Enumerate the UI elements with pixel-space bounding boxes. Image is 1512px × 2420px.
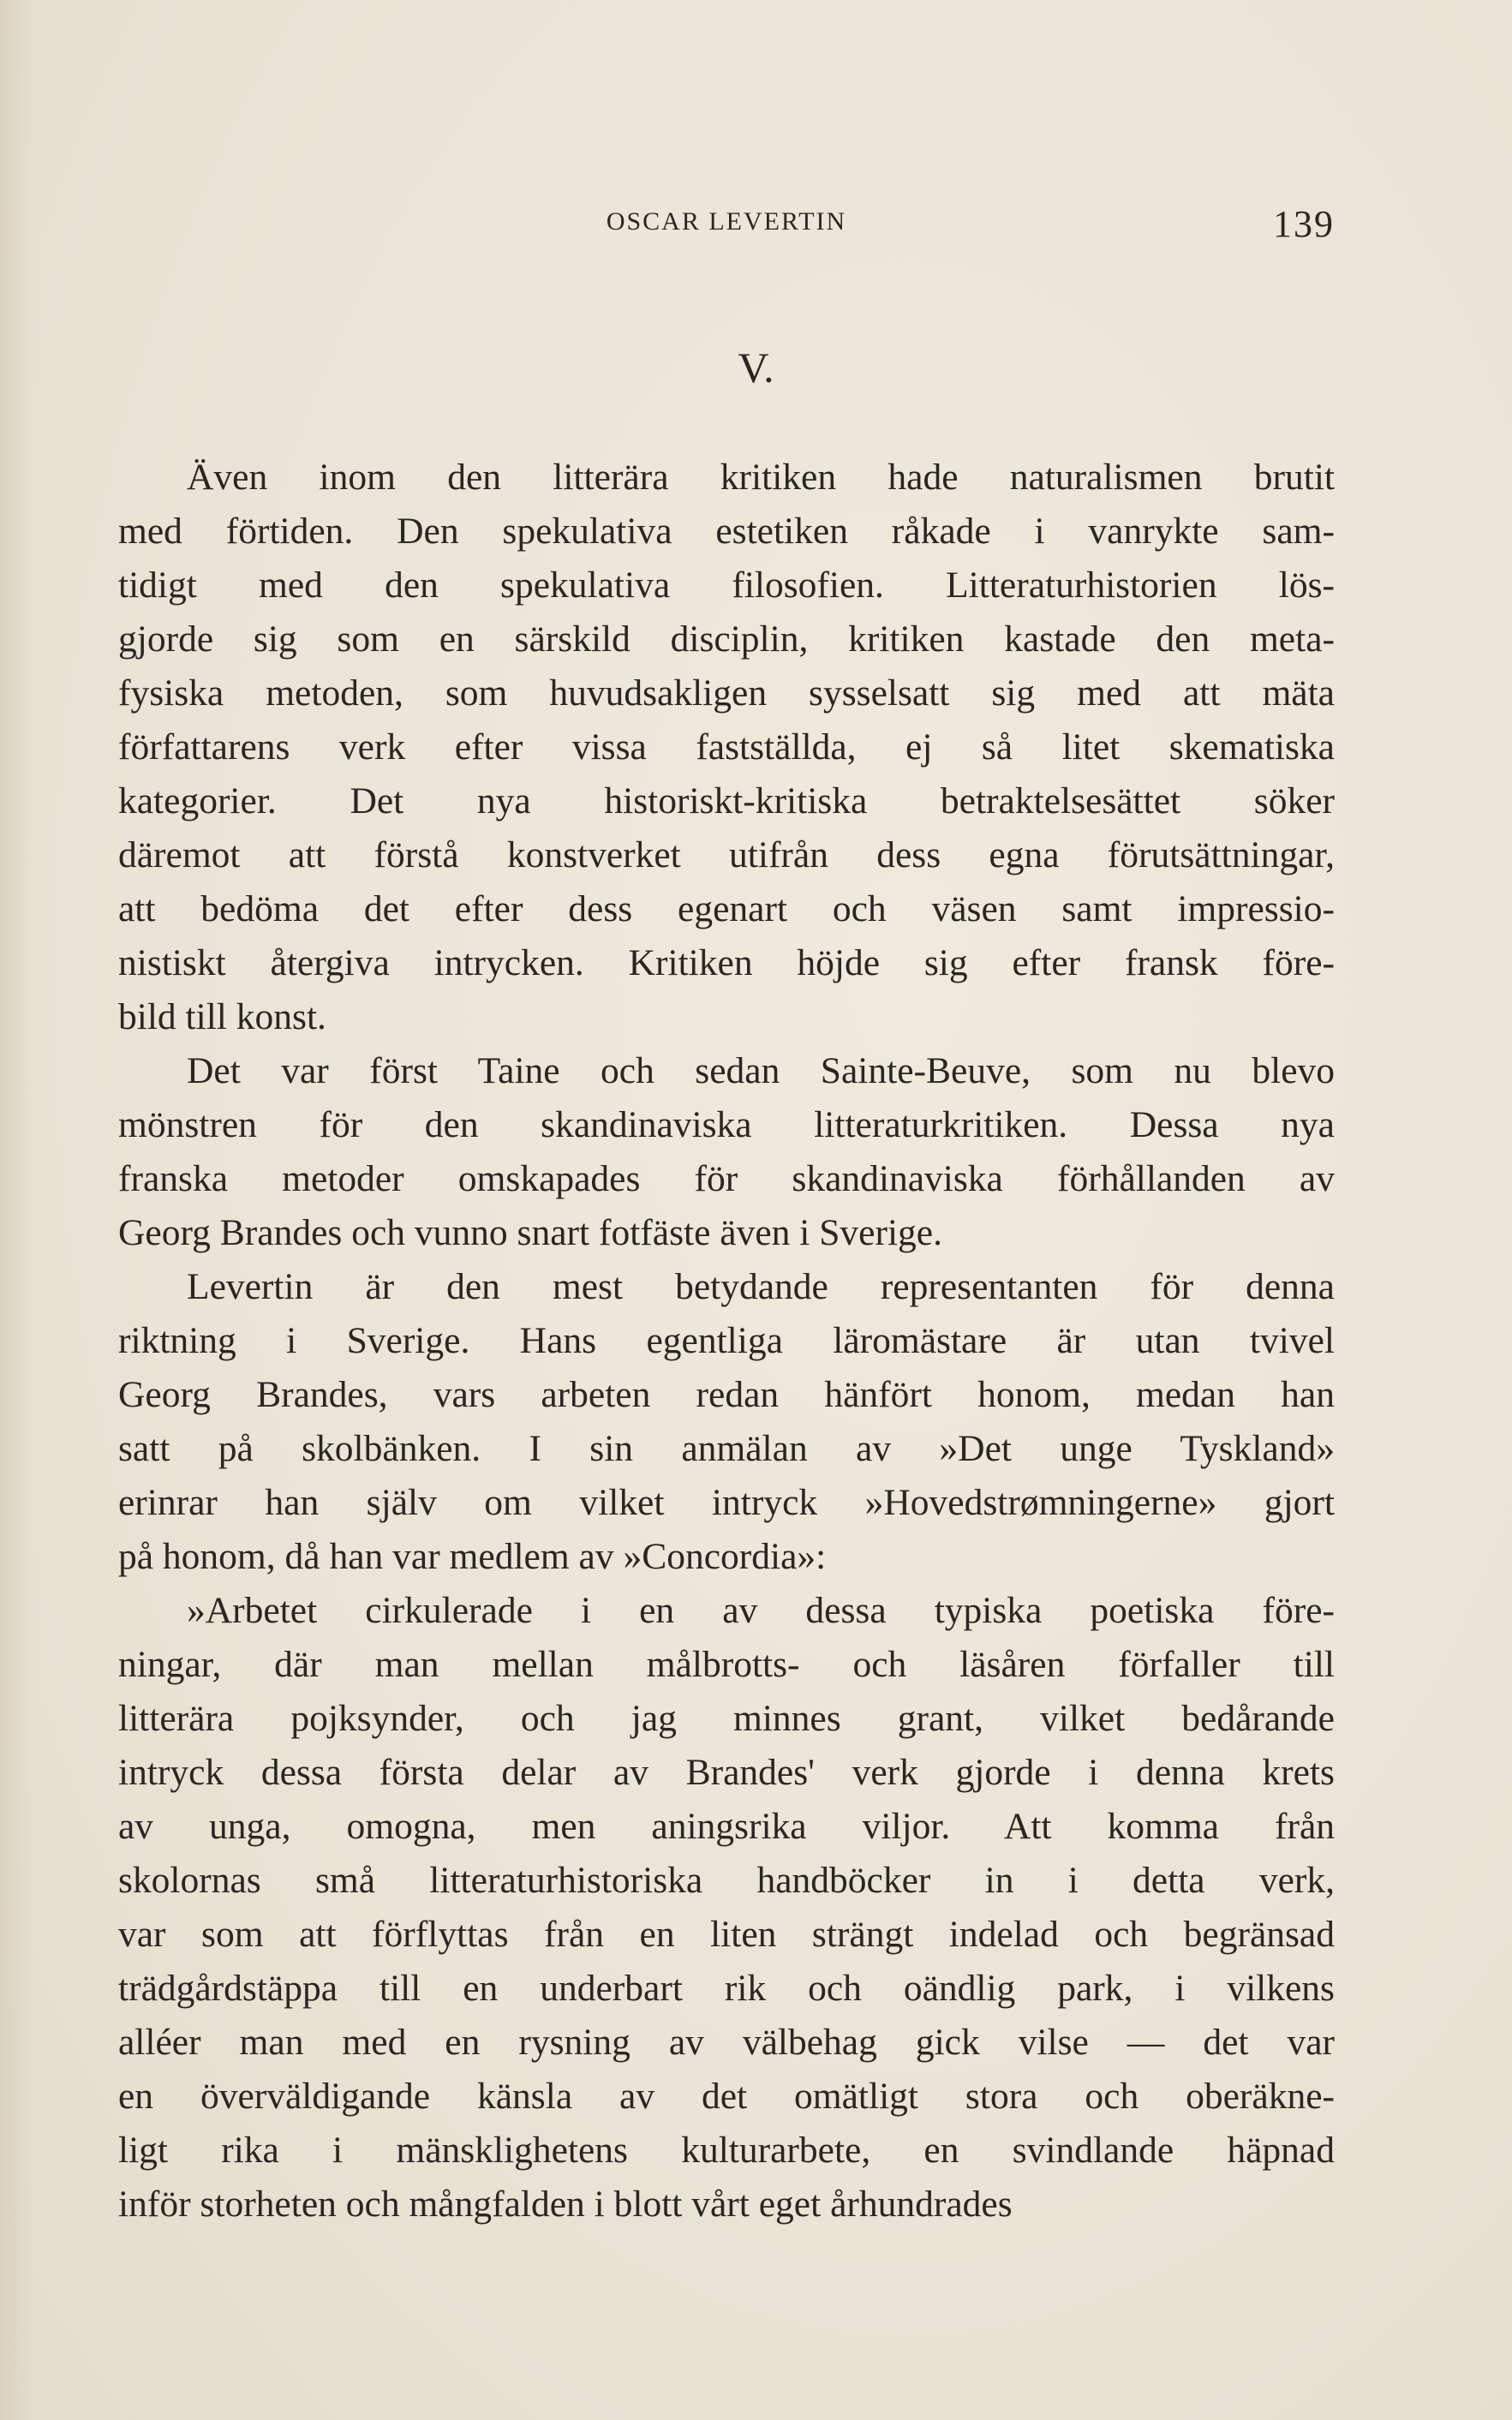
text-line: »Arbetet cirkulerade i en av dessa typiska poetiska före- xyxy=(187,1590,1335,1631)
text-line: med förtiden. Den spekulativa estetiken råkade i vanrykte sam- xyxy=(118,511,1335,552)
text-line: Georg Brandes och vunno snart fotfäste även i Sverige. xyxy=(118,1212,942,1253)
text-line: var som att förflyttas från en liten strängt indelad och begränsad xyxy=(118,1914,1335,1955)
text-line: tidigt med den spekulativa filosofien. Litteraturhistorien lös- xyxy=(118,565,1335,606)
text-line: på honom, då han var medlem av »Concordia»: xyxy=(118,1536,827,1577)
text-line: satt på skolbänken. I sin anmälan av »Det unge Tyskland» xyxy=(118,1428,1335,1469)
text-line: mönstren för den skandinaviska litteraturkritiken. Dessa nya xyxy=(118,1104,1335,1145)
text-line: intryck dessa första delar av Brandes' verk gjorde i denna krets xyxy=(118,1752,1335,1793)
text-line: litterära pojksynder, och jag minnes grant, vilket bedårande xyxy=(118,1698,1335,1739)
running-title: OSCAR LEVERTIN xyxy=(606,207,847,236)
running-head xyxy=(118,202,1335,245)
text-line: nistiskt återgiva intrycken. Kritiken höjde sig efter fransk före- xyxy=(118,942,1335,983)
text-line: Det var först Taine och sedan Sainte-Beuve, som nu blevo xyxy=(187,1050,1335,1091)
section-heading: V. xyxy=(738,344,774,391)
paragraph xyxy=(118,451,1335,1044)
paragraph xyxy=(118,1044,1335,1260)
text-line: en överväldigande känsla av det omätligt stora och oberäkne- xyxy=(118,2076,1335,2117)
text-line: Levertin är den mest betydande representanten för denna xyxy=(187,1266,1335,1307)
text-line: inför storheten och mångfalden i blott vårt eget århundrades xyxy=(118,2184,1013,2225)
paragraph xyxy=(118,1260,1335,1584)
text-line: fysiska metoden, som huvudsakligen sysselsatt sig med att mäta xyxy=(118,672,1335,714)
text-line: bild till konst. xyxy=(118,996,326,1037)
text-line: att bedöma det efter dess egenart och väsen samt impressio- xyxy=(118,888,1335,929)
text-line: skolornas små litteraturhistoriska handböcker in i detta verk, xyxy=(118,1860,1335,1901)
text-line: kategorier. Det nya historiskt-kritiska betraktelsesättet söker xyxy=(118,780,1335,822)
text-line: Även inom den litterära kritiken hade naturalismen brutit xyxy=(187,457,1335,498)
text-line: av unga, omogna, men aningsrika viljor. Att komma från xyxy=(118,1806,1335,1847)
body-text xyxy=(118,451,1335,2232)
text-line: alléer man med en rysning av välbehag gick vilse — det var xyxy=(118,2022,1335,2063)
text-line: ligt rika i mänsklighetens kulturarbete, en svindlande häpnad xyxy=(118,2130,1335,2171)
text-line: ningar, där man mellan målbrotts- och läsåren förfaller till xyxy=(118,1644,1335,1685)
text-line: Georg Brandes, vars arbeten redan hänfört honom, medan han xyxy=(118,1374,1335,1415)
paragraph xyxy=(118,1584,1335,2232)
text-line: däremot att förstå konstverket utifrån dess egna förutsättningar, xyxy=(118,834,1335,875)
text-line: trädgårdstäppa till en underbart rik och oändlig park, i vilkens xyxy=(118,1968,1335,2009)
text-line: författarens verk efter vissa fastställda, ej så litet skematiska xyxy=(118,726,1335,768)
text-line: gjorde sig som en särskild disciplin, kritiken kastade den meta- xyxy=(118,618,1335,660)
page-number: 139 xyxy=(1273,203,1335,245)
text-line: erinrar han själv om vilket intryck »Hovedstrømningerne» gjort xyxy=(118,1482,1335,1523)
text-line: franska metoder omskapades för skandinaviska förhållanden av xyxy=(118,1158,1335,1199)
text-line: riktning i Sverige. Hans egentliga läromästare är utan tvivel xyxy=(118,1320,1335,1361)
